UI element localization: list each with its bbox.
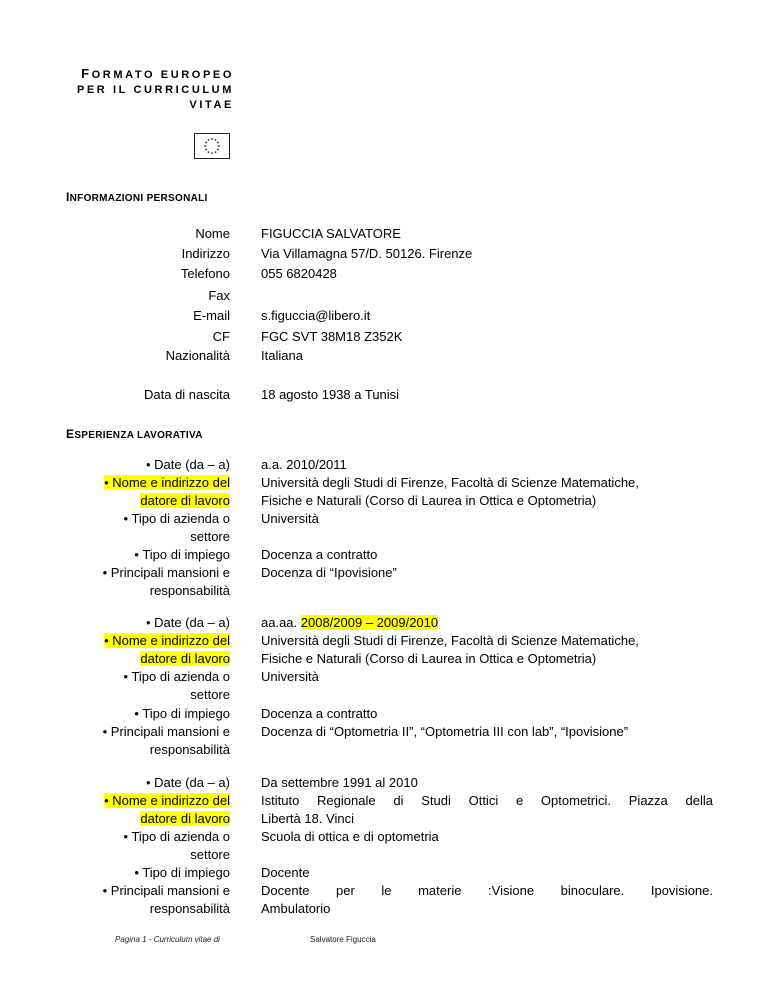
exp1-label-employer: • Nome e indirizzo del datore di lavoro: [104, 475, 230, 508]
exp3-label-date: • Date (da – a): [145, 775, 230, 790]
exp3-label-job: • Tipo di impiego: [134, 865, 230, 880]
exp2-employer: Università degli Studi di Firenze, Facoltà di Scienze Matematiche, Fisiche e Naturali (Corso di Laurea in Ottica e Optometria): [261, 633, 639, 666]
exp1-job: Docenza a contratto: [261, 547, 378, 562]
exp3-employer-line2: Libertà 18. Vinci: [261, 811, 354, 826]
exp1-label-sector: • Tipo di azienda o settore: [123, 511, 230, 544]
exp2-duties: Docenza di “Optometria II”, “Optometria III con lab”, “Ipovisione”: [261, 724, 629, 739]
exp3-label-sector: • Tipo di azienda o settore: [123, 829, 230, 862]
value-email: s.figuccia@libero.it: [261, 308, 371, 323]
label-email: E-mail: [193, 308, 230, 323]
label-cf: CF: [212, 329, 230, 344]
exp3-date: Da settembre 1991 al 2010: [261, 775, 418, 790]
footer-name: Salvatore Figuccia: [310, 935, 376, 944]
exp3-job: Docente: [261, 865, 310, 880]
exp3-duties-line2: Ambulatorio: [261, 901, 331, 916]
exp2-label-date: • Date (da – a): [145, 615, 230, 630]
exp2-label-duties: • Principali mansioni e responsabilità: [102, 724, 230, 757]
exp1-duties: Docenza di “Ipovisione”: [261, 565, 397, 580]
exp2-job: Docenza a contratto: [261, 706, 378, 721]
exp2-sector: Università: [261, 669, 319, 684]
exp3-label-employer: • Nome e indirizzo del datore di lavoro: [104, 793, 230, 826]
cv-title-line2: PER IL CURRICULUM: [76, 84, 234, 96]
exp1-label-duties: • Principali mansioni e responsabilità: [102, 565, 230, 598]
exp1-label-date: • Date (da – a): [145, 457, 230, 472]
exp1-employer: Università degli Studi di Firenze, Facoltà di Scienze Matematiche, Fisiche e Naturali (Corso di Laurea in Ottica e Optometria): [261, 475, 639, 508]
value-data-nascita: 18 agosto 1938 a Tunisi: [261, 387, 400, 402]
value-telefono: 055 6820428: [261, 266, 337, 281]
label-nome: Nome: [195, 226, 230, 241]
exp2-label-employer: • Nome e indirizzo del datore di lavoro: [104, 633, 230, 666]
exp1-date: a.a. 2010/2011: [261, 457, 347, 472]
value-nazionalita: Italiana: [261, 348, 303, 363]
cv-title: [60, 66, 234, 113]
exp2-date: aa.aa. 2008/2009 – 2009/2010: [261, 615, 439, 630]
eu-flag-icon: [194, 133, 230, 159]
exp3-employer-line1: Istituto Regionale di Studi Ottici e Optometrici. Piazza della: [261, 793, 713, 808]
exp3-label-duties: • Principali mansioni e responsabilità: [102, 883, 230, 916]
value-cf: FGC SVT 38M18 Z352K: [261, 329, 403, 344]
cv-title-line1: FORMATO EUROPEO: [81, 66, 234, 81]
cv-title-line3: VITAE: [189, 99, 234, 111]
exp3-duties-line1: Docente per le materie :Visione binoculare. Ipovisione.: [261, 883, 713, 898]
exp1-sector: Università: [261, 511, 319, 526]
label-indirizzo: Indirizzo: [181, 246, 230, 261]
exp1-label-job: • Tipo di impiego: [134, 547, 230, 562]
value-indirizzo: Via Villamagna 57/D. 50126. Firenze: [261, 246, 473, 261]
footer-page-label: Pagina 1 - Curriculum vitae di: [115, 935, 220, 944]
exp2-label-job: • Tipo di impiego: [134, 706, 230, 721]
exp2-label-sector: • Tipo di azienda o settore: [123, 669, 230, 702]
label-telefono: Telefono: [180, 266, 230, 281]
section-heading-personal: INFORMAZIONI PERSONALI: [66, 190, 208, 204]
label-data-nascita: Data di nascita: [144, 387, 230, 402]
section-heading-experience: ESPERIENZA LAVORATIVA: [66, 427, 203, 441]
label-nazionalita: Nazionalità: [165, 348, 230, 363]
value-nome: FIGUCCIA SALVATORE: [261, 226, 401, 241]
label-fax: Fax: [208, 288, 230, 303]
exp3-sector: Scuola di ottica e di optometria: [261, 829, 439, 844]
